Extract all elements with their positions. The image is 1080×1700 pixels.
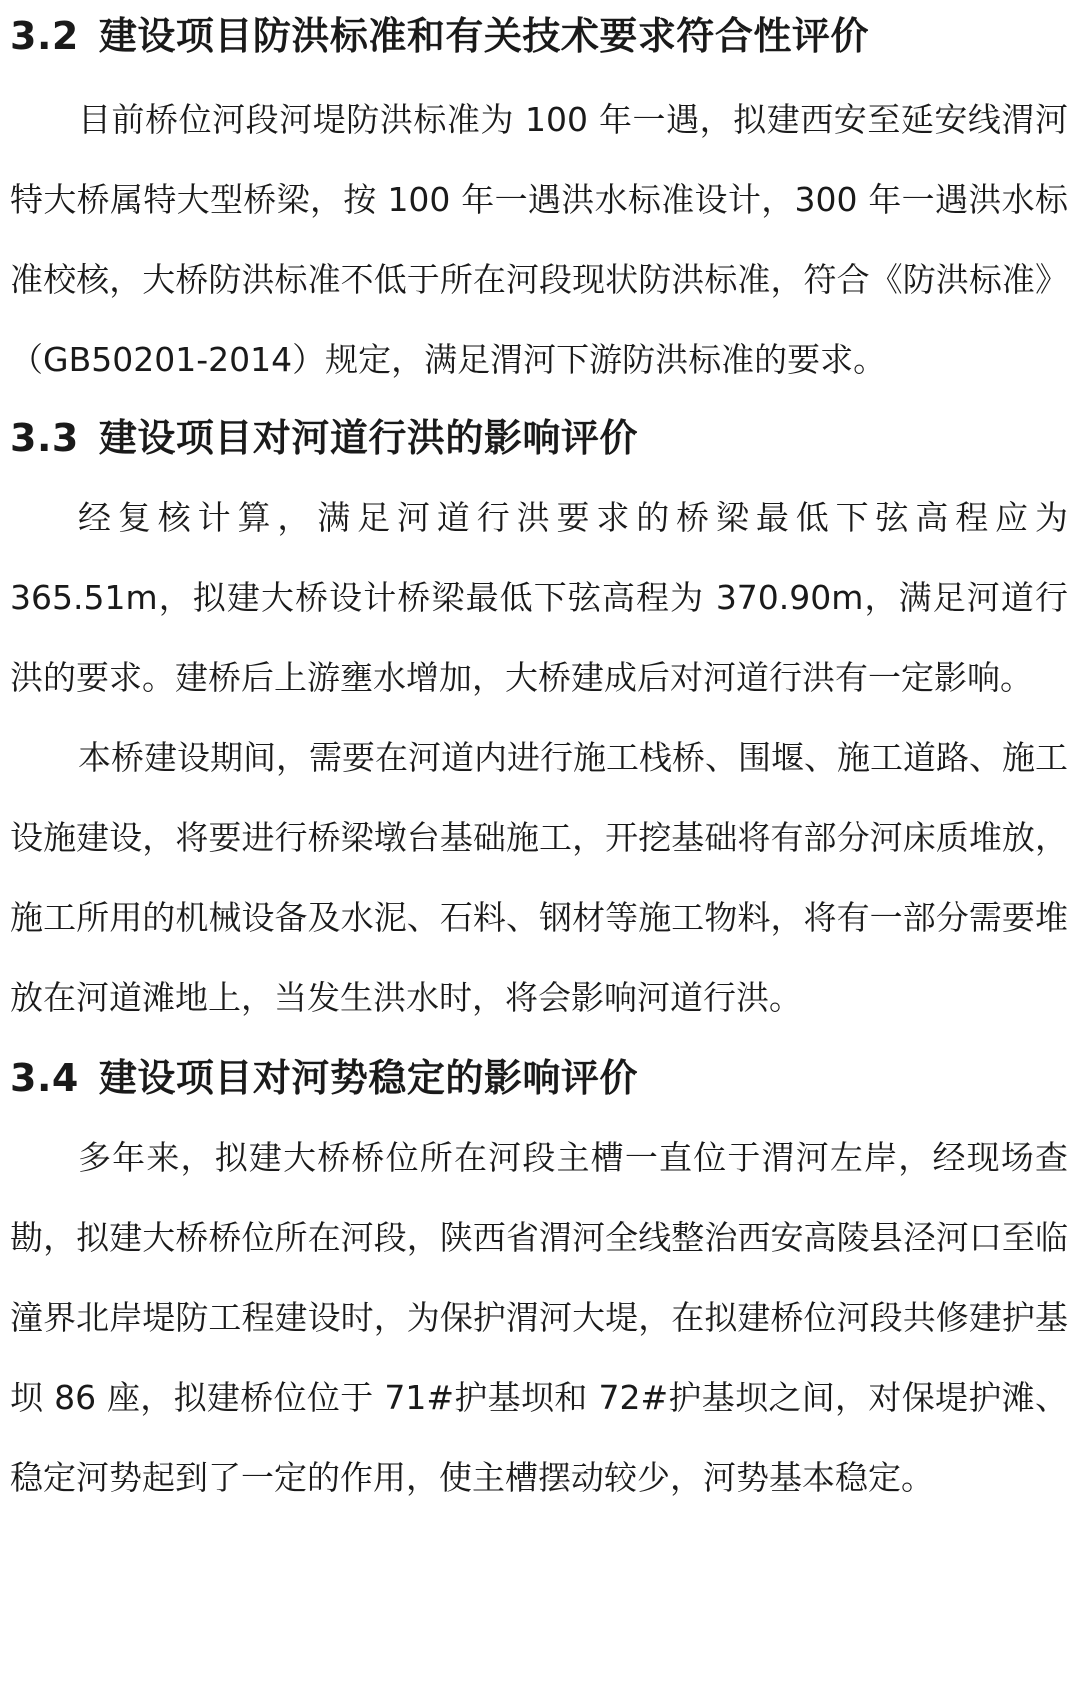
section-heading-3-3: [10, 418, 638, 458]
section-number: 3.4: [10, 1056, 79, 1100]
section-number: 3.3: [10, 416, 79, 460]
section-number: 3.2: [10, 14, 79, 58]
section-title: 建设项目对河势稳定的影响评价: [98, 1056, 638, 1100]
section-heading-3-2: [10, 16, 869, 56]
section-title: 建设项目防洪标准和有关技术要求符合性评价: [98, 14, 869, 58]
paragraph: 经复核计算，满足河道行洪要求的桥梁最低下弦高程应为 365.51m，拟建大桥设计桥梁最低下弦高程为 370.90m，满足河道行洪的要求。建桥后上游壅水增加，大桥建成后对河道行洪有一定影响。: [10, 498, 1068, 697]
section-title: 建设项目对河道行洪的影响评价: [98, 416, 638, 460]
paragraph: 目前桥位河段河堤防洪标准为 100 年一遇，拟建西安至延安线渭河特大桥属特大型桥梁，按 100 年一遇洪水标准设计，300 年一遇洪水标准校核，大桥防洪标准不低于所在河段现状防洪标准，符合《防洪标准》（GB50201-2014）规定，满足渭河下游防洪标准的要求。: [10, 100, 1068, 379]
section-heading-3-4: [10, 1058, 638, 1098]
paragraph: 多年来，拟建大桥桥位所在河段主槽一直位于渭河左岸，经现场查勘，拟建大桥桥位所在河段，陕西省渭河全线整治西安高陵县泾河口至临潼界北岸堤防工程建设时，为保护渭河大堤，在拟建桥位河段共修建护基坝 86 座，拟建桥位位于 71#护基坝和 72#护基坝之间，对保堤护滩、稳定河势起到了一定的作用，使主槽摆动较少，河势基本稳定。: [10, 1138, 1068, 1497]
paragraph: 本桥建设期间，需要在河道内进行施工栈桥、围堰、施工道路、施工设施建设，将要进行桥梁墩台基础施工，开挖基础将有部分河床质堆放，施工所用的机械设备及水泥、石料、钢材等施工物料，将有一部分需要堆放在河道滩地上，当发生洪水时，将会影响河道行洪。: [10, 738, 1068, 1017]
